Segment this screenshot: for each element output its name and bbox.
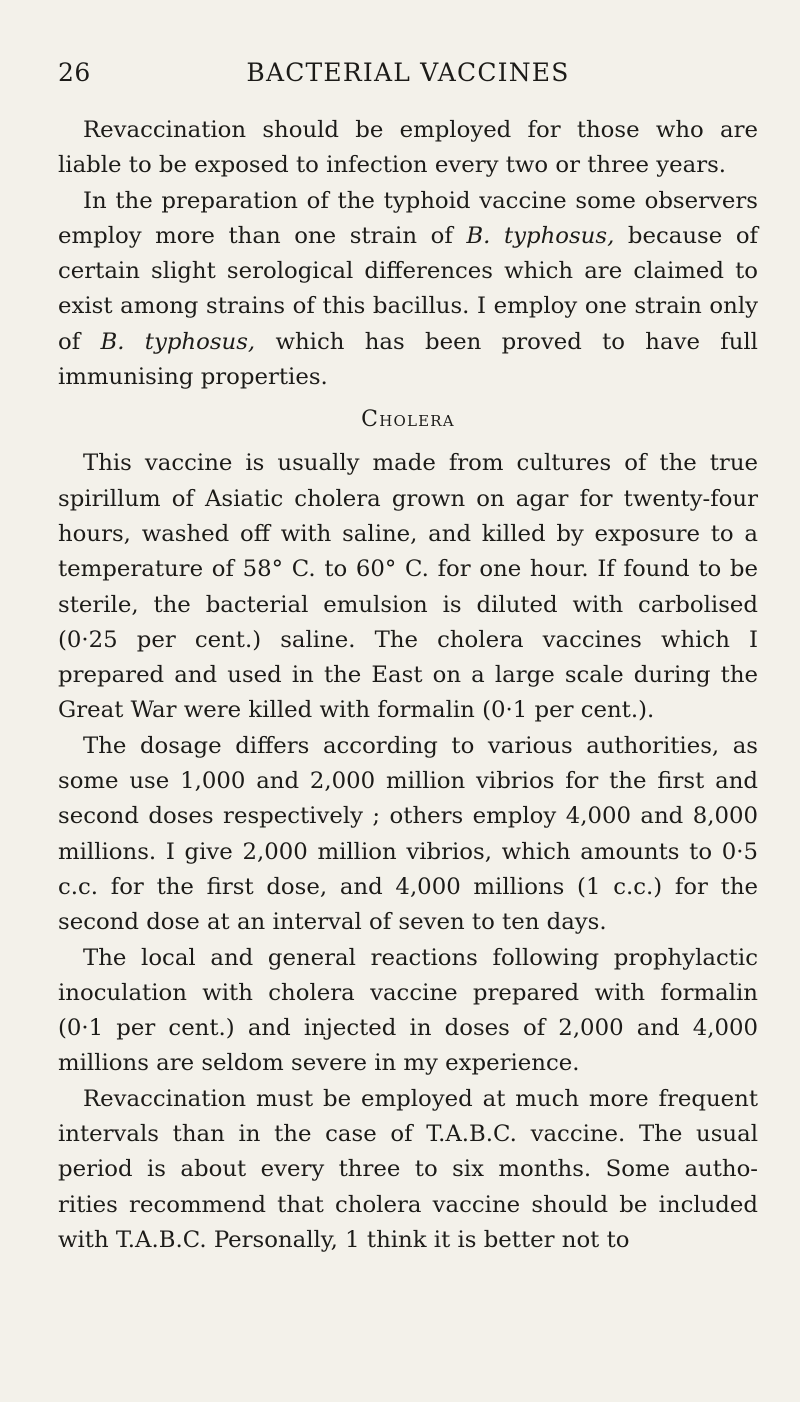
running-title: BACTERIAL VACCINES <box>246 58 570 87</box>
running-head <box>58 58 758 98</box>
paragraph-text: In the preparation of the typhoid vaccine some observers employ more than one strain of <box>58 187 758 249</box>
body-text <box>58 113 758 1258</box>
paragraph-cholera-reactions: The local and general reactions following prophylactic inoculation with cholera vaccine prepared with formalin (0·1 per cent.) and injected in doses of 2,000 and 4,000 millions are seldom severe in my experience. <box>58 944 758 1077</box>
paragraph-text: which has been proved to have full immunising properties. <box>58 328 758 391</box>
paragraph-cholera-revaccination: Revaccination must be employed at much more frequent intervals than in the case of T.A.B.C. vaccine. The usual period is about every three to six months. Some autho- rities recommend that cholera vaccine should be included with T.A.B.C. Personally, 1 think it is better not to <box>58 1085 758 1253</box>
paragraph-cholera-dosage: The dosage differs according to various authorities, as some use 1,000 and 2,000 million vibrios for the first and second doses respectively ; others employ 4,000 and 8,000 millions. I give 2,000 million vibrios, which amounts to 0·5 c.c. for the first dose, and 4,000 millions (1 c.c.) for the second dose at an interval of seven to ten days. <box>58 732 758 936</box>
page-number: 26 <box>58 58 91 87</box>
section-heading-cholera: Cholera <box>361 407 455 433</box>
paragraph-typhoid-strains <box>58 184 758 396</box>
paragraph-revaccination-typhoid: Revaccination should be employed for those who are liable to be exposed to infection every two or three years. <box>58 117 758 179</box>
paragraph-text: because of certain slight serological differences which are claimed to exist among strains of this bacillus. I employ one strain only of <box>58 222 758 355</box>
organism-name: B. typhosus, <box>466 222 615 249</box>
organism-name: B. typhosus, <box>100 328 256 355</box>
paragraph-cholera-preparation: This vaccine is usually made from cultures of the true spirillum of Asiatic cholera grown on agar for twenty-four hours, washed off with saline, and killed by exposure to a temperature of 58° C. to 60° C. for one hour. If found to be sterile, the bacterial emulsion is diluted with carbolised (0·25 per cent.) saline. The cholera vaccines which I prepared and used in the East on a large scale during the Great War were killed with formalin (0·1 per cent.). <box>58 450 758 724</box>
